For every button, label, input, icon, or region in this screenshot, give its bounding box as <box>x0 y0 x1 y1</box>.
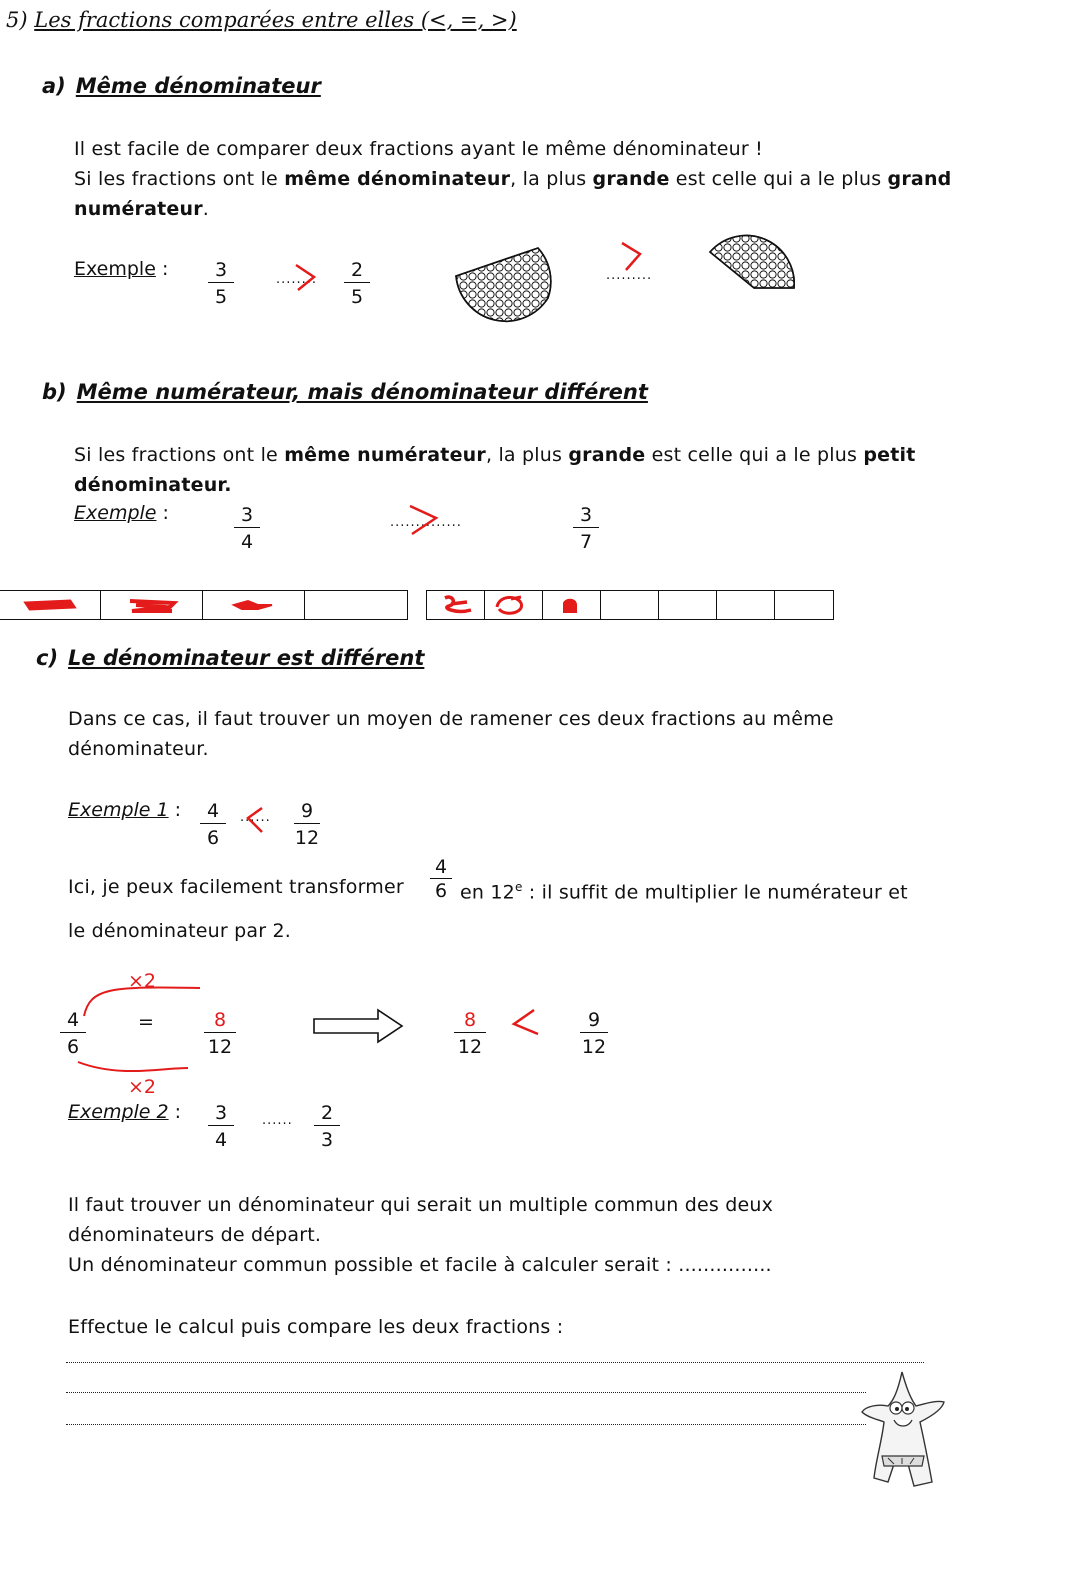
section-b-heading <box>42 380 648 404</box>
bold-text: grande <box>592 168 670 190</box>
result-less-icon <box>508 1006 542 1038</box>
explanation-line-2: le dénominateur par 2. <box>68 920 292 942</box>
bold-text: même dénominateur <box>284 168 511 190</box>
bar-cell-filled <box>485 591 543 619</box>
numerator: 2 <box>344 258 370 283</box>
text: , la plus <box>510 168 593 190</box>
equals-sign: = <box>138 1011 154 1033</box>
red-scribble-icon <box>491 593 531 617</box>
section-c-paragraph <box>68 704 834 764</box>
answer-dots-c1: ...... <box>240 810 271 825</box>
colon: : <box>174 799 182 821</box>
bar-cell-empty <box>601 591 659 619</box>
multiply-top-label: ×2 <box>128 970 157 992</box>
answer-a2-greater-icon <box>618 240 644 274</box>
fraction-a1 <box>208 258 234 311</box>
text: , la plus <box>485 444 569 466</box>
denominator: 4 <box>214 1129 228 1151</box>
bold-text: numérateur <box>74 198 203 220</box>
section-b-line-2 <box>74 470 916 500</box>
section-b-paragraph <box>74 440 916 500</box>
text: . <box>202 198 210 220</box>
conversion-right-fraction <box>204 1008 236 1061</box>
section-b-line-1 <box>74 440 916 470</box>
bar-cell-empty <box>659 591 717 619</box>
section-a-line-3 <box>74 194 951 224</box>
multiply-bottom-label: ×2 <box>128 1076 157 1098</box>
section-c-label: c) <box>36 646 59 670</box>
explanation-line-1b <box>460 872 908 907</box>
denominator: 7 <box>579 531 593 553</box>
numerator: 3 <box>234 503 260 528</box>
answer-dots-a2: ......... <box>606 268 653 283</box>
answer-dots-a1: ........ <box>276 272 318 287</box>
superscript: e <box>514 880 523 894</box>
denominator: 4 <box>240 531 254 553</box>
red-scribble-icon <box>24 597 76 613</box>
numerator: 3 <box>208 258 234 283</box>
question-line-1: Il faut trouver un dénominateur qui serait un multiple commun des deux <box>68 1194 774 1216</box>
red-scribble-icon <box>437 594 477 616</box>
numerator: 9 <box>580 1008 608 1033</box>
semicircle-disc-2-5-icon <box>696 234 800 292</box>
text: est celle qui a le plus <box>645 444 864 466</box>
title-number: 5) <box>6 8 28 32</box>
section-a-example <box>74 258 168 280</box>
section-a-heading <box>42 74 321 98</box>
question-line-3: Un dénominateur commun possible et facile à calculer serait : ............... <box>68 1254 772 1276</box>
title-text: Les fractions comparées entre elles (<, =, >) <box>34 8 517 32</box>
fraction-a2 <box>344 258 370 311</box>
numerator: 4 <box>200 799 226 824</box>
red-scribble-icon <box>126 597 178 613</box>
semicircle-disc-3-5-icon <box>450 236 560 332</box>
answer-a1-greater-icon <box>292 262 318 292</box>
text: en 12 <box>460 881 515 904</box>
numerator: 3 <box>208 1101 234 1126</box>
text: Si les fractions ont le <box>74 168 285 190</box>
explanation-line-1 <box>68 872 404 902</box>
denominator: 5 <box>350 286 364 308</box>
numerator: 4 <box>430 856 452 879</box>
answer-line-2[interactable] <box>66 1392 866 1393</box>
question-line-2: dénominateurs de départ. <box>68 1224 322 1246</box>
answer-line-1[interactable] <box>66 1362 924 1363</box>
section-b-label: b) <box>42 380 67 404</box>
section-b-title: Même numérateur, mais dénominateur différent <box>76 380 648 404</box>
answer-dots-b: .............. <box>390 515 462 530</box>
bold-text: petit <box>863 444 916 466</box>
section-a-line-1: Il est facile de comparer deux fractions ayant le même dénominateur ! <box>74 138 763 160</box>
fraction-ex2-2 <box>314 1101 340 1154</box>
colon: : <box>162 502 169 524</box>
fraction-c1 <box>200 799 226 852</box>
numerator: 8 <box>454 1008 486 1033</box>
denominator: 12 <box>294 827 320 849</box>
fraction-b1 <box>234 503 260 556</box>
numerator: 2 <box>314 1101 340 1126</box>
numerator: 8 <box>204 1008 236 1033</box>
answer-c1-less-icon <box>242 804 268 834</box>
result-fraction-1 <box>454 1008 486 1061</box>
bar-cell-filled <box>203 591 305 619</box>
text: est celle qui a le plus <box>669 168 888 190</box>
section-a-line-2 <box>74 164 951 194</box>
bold-text: dénominateur. <box>74 474 232 496</box>
numerator: 3 <box>573 503 599 528</box>
text: : il suffit de multiplier le numérateur et <box>522 881 908 904</box>
section-b-example <box>74 502 169 524</box>
bold-text: grand <box>887 168 952 190</box>
fraction-bar-3-7 <box>426 590 834 620</box>
page-title <box>6 8 517 32</box>
example-label: Exemple 1 <box>68 799 169 821</box>
instruction-line: Effectue le calcul puis compare les deux fractions : <box>68 1316 564 1338</box>
right-arrow-icon <box>312 1008 406 1044</box>
section-c-heading <box>36 646 424 670</box>
answer-line-3[interactable] <box>66 1424 866 1425</box>
fraction-b2 <box>573 503 599 556</box>
example-2 <box>68 1101 181 1123</box>
bar-cell-empty <box>717 591 775 619</box>
bold-text: même numérateur <box>284 444 486 466</box>
red-scribble-icon <box>557 595 585 617</box>
bar-cell-empty <box>775 591 831 619</box>
example-label: Exemple <box>74 258 156 280</box>
bar-cell-filled <box>101 591 203 619</box>
bar-cell-filled <box>543 591 601 619</box>
denominator: 12 <box>207 1036 233 1058</box>
text: Ici, je peux facilement transformer <box>68 876 404 898</box>
section-c-line-2: dénominateur. <box>68 738 209 760</box>
result-fraction-2 <box>580 1008 608 1061</box>
bar-cell-filled <box>427 591 485 619</box>
section-c-title: Le dénominateur est différent <box>68 646 425 670</box>
example-label: Exemple <box>74 502 157 524</box>
fraction-c2 <box>294 799 320 852</box>
denominator: 6 <box>434 880 448 902</box>
example-label: Exemple 2 <box>68 1101 169 1123</box>
colon: : <box>174 1101 182 1123</box>
inline-fraction <box>430 856 452 903</box>
cartoon-star-character-icon <box>858 1370 948 1496</box>
text: Si les fractions ont le <box>74 444 285 466</box>
bar-cell-filled <box>0 591 101 619</box>
denominator: 6 <box>66 1036 80 1058</box>
section-a-paragraph <box>74 134 951 224</box>
section-a-title: Même dénominateur <box>75 74 321 98</box>
fraction-ex2-1 <box>208 1101 234 1154</box>
fraction-bar-3-4 <box>0 590 408 620</box>
section-a-label: a) <box>42 74 66 98</box>
example-1 <box>68 799 181 821</box>
denominator: 12 <box>581 1036 607 1058</box>
bold-text: grande <box>568 444 646 466</box>
denominator: 6 <box>206 827 220 849</box>
conversion-left-fraction <box>60 1008 86 1061</box>
denominator: 5 <box>214 286 228 308</box>
denominator: 12 <box>457 1036 483 1058</box>
numerator: 9 <box>294 799 320 824</box>
bar-cell-empty <box>305 591 405 619</box>
red-scribble-icon <box>228 597 280 613</box>
numerator: 4 <box>60 1008 86 1033</box>
answer-dots-ex2: ...... <box>262 1113 293 1128</box>
section-c-line-1: Dans ce cas, il faut trouver un moyen de ramener ces deux fractions au même <box>68 708 834 730</box>
question-paragraph <box>68 1190 773 1280</box>
colon: : <box>161 258 169 280</box>
answer-b-greater-icon <box>406 502 440 536</box>
denominator: 3 <box>320 1129 334 1151</box>
